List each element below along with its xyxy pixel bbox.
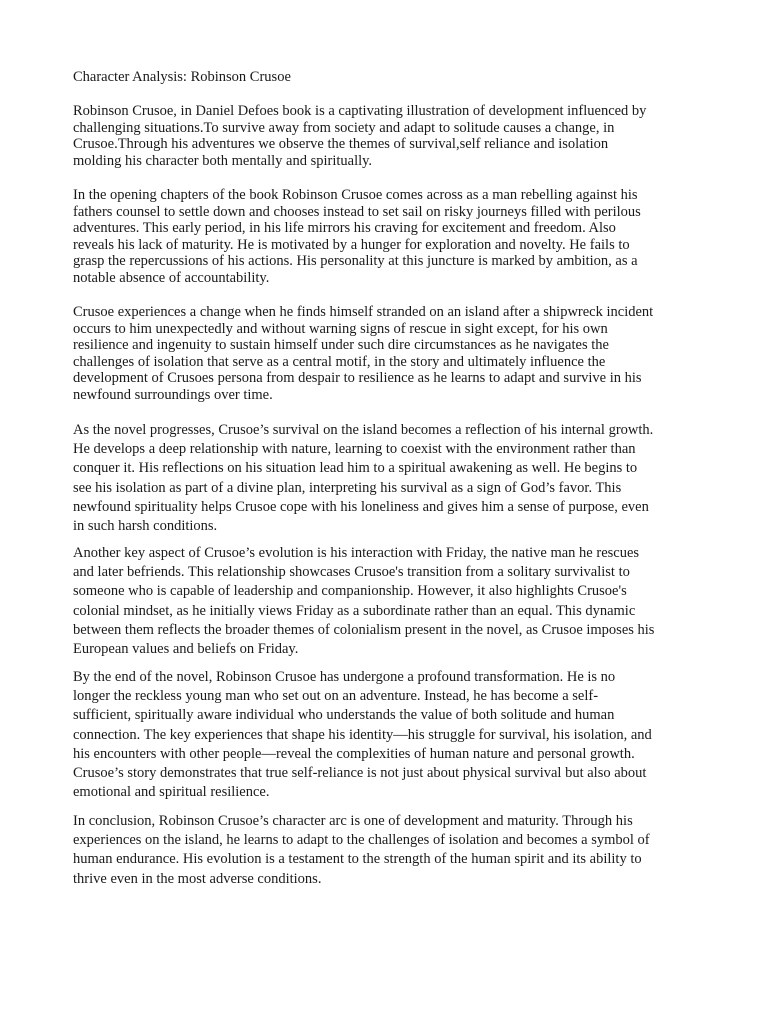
text-line: newfound spirituality helps Crusoe cope with his loneliness and gives him a sense of purpose, even xyxy=(73,498,649,515)
text-line: reveals his lack of maturity. He is motivated by a hunger for exploration and novelty. He fails to xyxy=(73,236,630,253)
text-line: development of Crusoes persona from despair to resilience as he learns to adapt and survive in his xyxy=(73,370,642,387)
text-line: Crusoe experiences a change when he finds himself stranded on an island after a shipwreck incident xyxy=(73,304,654,320)
text-line: occurs to him unexpectedly and without warning signs of rescue in sight except, for his own xyxy=(73,320,608,337)
text-line: By the end of the novel, Robinson Crusoe has undergone a profound transformation. He is no xyxy=(73,669,616,685)
text-line: emotional and spiritual resilience. xyxy=(73,784,270,801)
text-line: Another key aspect of Crusoe’s evolution is his interaction with Friday, the native man he rescues xyxy=(73,545,640,561)
text-line: notable absence of accountability. xyxy=(73,269,270,286)
text-line: between them reflects the broader themes of colonialism present in the novel, as Crusoe imposes his xyxy=(73,621,655,638)
paragraph-transformation xyxy=(73,668,703,802)
text-line: grasp the repercussions of his actions. His personality at this juncture is marked by ambition, as a xyxy=(73,253,638,270)
text-line: He develops a deep relationship with nature, learning to coexist with the environment rather than xyxy=(73,441,636,458)
text-line: challenges of isolation that serve as a central motif, in the story and ultimately influence the xyxy=(73,353,606,370)
text-line: European values and beliefs on Friday. xyxy=(73,641,299,658)
text-line: In the opening chapters of the book Robinson Crusoe comes across as a man rebelling against his xyxy=(73,187,638,203)
document-title: Character Analysis: Robinson Crusoe xyxy=(73,69,291,85)
text-line: Crusoe’s story demonstrates that true self-reliance is not just about physical survival but also about xyxy=(73,765,647,782)
text-line: his encounters with other people—reveal the complexities of human nature and personal growth. xyxy=(73,745,635,762)
text-line: someone who is capable of leadership and companionship. However, it also highlights Crusoe's xyxy=(73,583,627,600)
text-line: fathers counsel to settle down and chooses instead to set sail on risky journeys filled with perilous xyxy=(73,203,641,220)
text-line: newfound surroundings over time. xyxy=(73,386,273,403)
text-line: thrive even in the most adverse conditions. xyxy=(73,870,322,887)
text-line: In conclusion, Robinson Crusoe’s character arc is one of development and maturity. Through his xyxy=(73,813,633,829)
text-line: human endurance. His evolution is a testament to the strength of the human spirit and its ability to xyxy=(73,851,642,868)
paragraph-friday xyxy=(73,544,703,659)
text-line: sufficient, spiritually aware individual who understands the value of both solitude and human xyxy=(73,707,615,724)
paragraph-introduction xyxy=(73,103,703,169)
paragraph-conclusion xyxy=(73,812,703,889)
paragraph-internal-growth xyxy=(73,421,703,536)
text-line: longer the reckless young man who set out on an adventure. Instead, he has become a self- xyxy=(73,688,599,705)
text-line: molding his character both mentally and spiritually. xyxy=(73,152,373,169)
text-line: Crusoe.Through his adventures we observe the themes of survival,self reliance and isolation xyxy=(73,136,609,153)
text-line: challenging situations.To survive away from society and adapt to solitude causes a change, in xyxy=(73,119,615,136)
text-line: Robinson Crusoe, in Daniel Defoes book is a captivating illustration of development influenced by xyxy=(73,103,647,119)
text-line: colonial mindset, as he initially views Friday as a subordinate rather than an equal. This dynamic xyxy=(73,602,636,619)
text-line: connection. The key experiences that shape his identity—his struggle for survival, his isolation, and xyxy=(73,726,652,743)
text-line: in such harsh conditions. xyxy=(73,518,218,535)
text-line: conquer it. His reflections on his situation lead him to a spiritual awakening as well. He begins to xyxy=(73,460,638,477)
text-line: resilience and ingenuity to sustain himself under such dire circumstances as he navigates the xyxy=(73,337,609,354)
paragraph-opening-chapters xyxy=(73,187,703,287)
text-line: and later befriends. This relationship showcases Crusoe's transition from a solitary survivalist to xyxy=(73,564,630,581)
text-line: As the novel progresses, Crusoe’s survival on the island becomes a reflection of his internal growth. xyxy=(73,422,654,438)
paragraph-shipwreck xyxy=(73,304,703,404)
text-line: adventures. This early period, in his life mirrors his craving for excitement and freedom. Also xyxy=(73,220,616,237)
text-line: experiences on the island, he learns to adapt to the challenges of isolation and becomes a symbol of xyxy=(73,832,650,849)
text-line: see his isolation as part of a divine plan, interpreting his survival as a sign of God’s favor. This xyxy=(73,479,622,496)
